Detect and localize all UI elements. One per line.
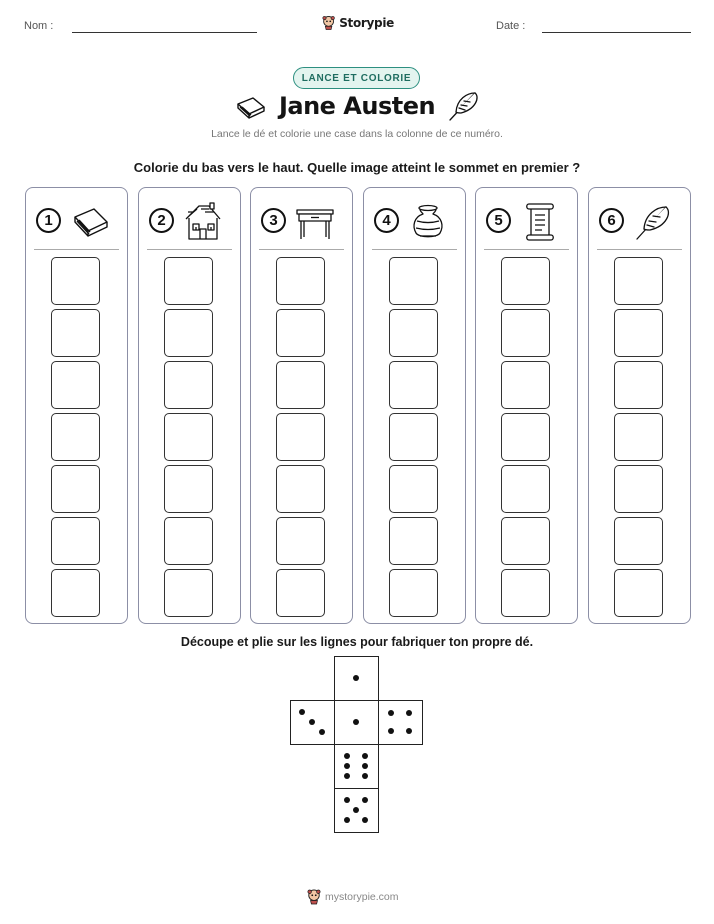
die-pip [319,729,325,735]
column-number: 3 [261,208,286,233]
column-header [251,202,352,242]
color-box[interactable] [501,569,550,617]
die-pip [353,807,359,813]
date-line [542,32,691,33]
column-divider [597,249,682,250]
die-face-1 [334,656,379,701]
column-header [476,202,577,242]
column-number: 4 [374,208,399,233]
die-pip [344,763,350,769]
die-face-3 [290,700,335,745]
color-box[interactable] [614,517,663,565]
column-number: 1 [36,208,61,233]
footer [307,888,407,906]
color-box[interactable] [389,309,438,357]
page-title: Jane Austen [278,92,436,120]
color-box[interactable] [51,569,100,617]
cut-instruction: Découpe et plie sur les lignes pour fabriquer ton propre dé. [180,635,534,649]
color-box[interactable] [276,257,325,305]
die-pip [344,773,350,779]
color-box[interactable] [389,517,438,565]
cottage-icon [183,202,223,242]
scroll-icon [520,202,560,242]
color-box[interactable] [501,309,550,357]
color-box[interactable] [389,569,438,617]
column-6 [588,187,691,624]
color-box[interactable] [164,465,213,513]
color-box[interactable] [276,517,325,565]
die-pip [406,728,412,734]
date-label: Date : [496,20,526,32]
color-box[interactable] [501,257,550,305]
column-header [26,202,127,242]
column-1 [25,187,128,624]
storypie-mascot-icon [307,889,321,905]
color-box[interactable] [51,361,100,409]
color-box[interactable] [501,465,550,513]
color-box[interactable] [164,257,213,305]
color-box[interactable] [389,413,438,461]
column-divider [484,249,569,250]
die-face-6 [334,744,379,789]
teapot-icon [408,202,448,242]
die-pip [362,817,368,823]
color-box[interactable] [51,257,100,305]
color-box[interactable] [51,517,100,565]
die-pip [309,719,315,725]
color-box[interactable] [276,361,325,409]
quill-icon [633,202,673,242]
color-box[interactable] [276,309,325,357]
die-pip [362,753,368,759]
color-box[interactable] [614,309,663,357]
die-pip [388,710,394,716]
column-divider [147,249,232,250]
column-5 [475,187,578,624]
die-face-1 [334,700,379,745]
name-label: Nom : [24,20,54,32]
die-pip [353,719,359,725]
die-pip [406,710,412,716]
color-box[interactable] [614,569,663,617]
color-box[interactable] [164,569,213,617]
die-pip [344,797,350,803]
color-box[interactable] [51,309,100,357]
die-face-5 [334,788,379,833]
die-face-4 [378,700,423,745]
color-box[interactable] [501,413,550,461]
die-pip [353,675,359,681]
color-box[interactable] [164,413,213,461]
color-box[interactable] [276,413,325,461]
instruction-text: Colorie du bas vers le haut. Quelle image atteint le sommet en premier ? [133,160,581,175]
color-box[interactable] [276,569,325,617]
color-box[interactable] [389,465,438,513]
book-icon [70,202,110,242]
column-divider [34,249,119,250]
name-line [72,32,257,33]
subtitle: Lance le dé et colorie une case dans la colonne de ce numéro. [211,128,503,140]
column-header [139,202,240,242]
storypie-mascot-icon [322,14,335,32]
color-box[interactable] [614,361,663,409]
column-divider [372,249,457,250]
color-box[interactable] [51,413,100,461]
column-divider [259,249,344,250]
color-box[interactable] [614,257,663,305]
footer-url: mystorypie.com [325,891,399,903]
die-pip [344,817,350,823]
column-4 [363,187,466,624]
die-pip [362,797,368,803]
brand-logo [322,12,394,34]
column-number: 5 [486,208,511,233]
die-pip [388,728,394,734]
column-3 [250,187,353,624]
color-box[interactable] [614,465,663,513]
color-box[interactable] [501,517,550,565]
activity-badge: LANCE ET COLORIE [293,67,420,89]
desk-icon [295,202,335,242]
color-box[interactable] [501,361,550,409]
color-box[interactable] [276,465,325,513]
column-header [364,202,465,242]
column-header [589,202,690,242]
color-box[interactable] [389,361,438,409]
column-number: 6 [599,208,624,233]
die-pip [362,773,368,779]
brand-name: Storypie [339,16,394,30]
column-2 [138,187,241,624]
color-box[interactable] [51,465,100,513]
die-pip [299,709,305,715]
color-box[interactable] [164,517,213,565]
color-box[interactable] [389,257,438,305]
die-pip [362,763,368,769]
color-box[interactable] [164,309,213,357]
color-box[interactable] [614,413,663,461]
quill-icon [447,89,481,123]
die-pip [344,753,350,759]
column-number: 2 [149,208,174,233]
color-box[interactable] [164,361,213,409]
